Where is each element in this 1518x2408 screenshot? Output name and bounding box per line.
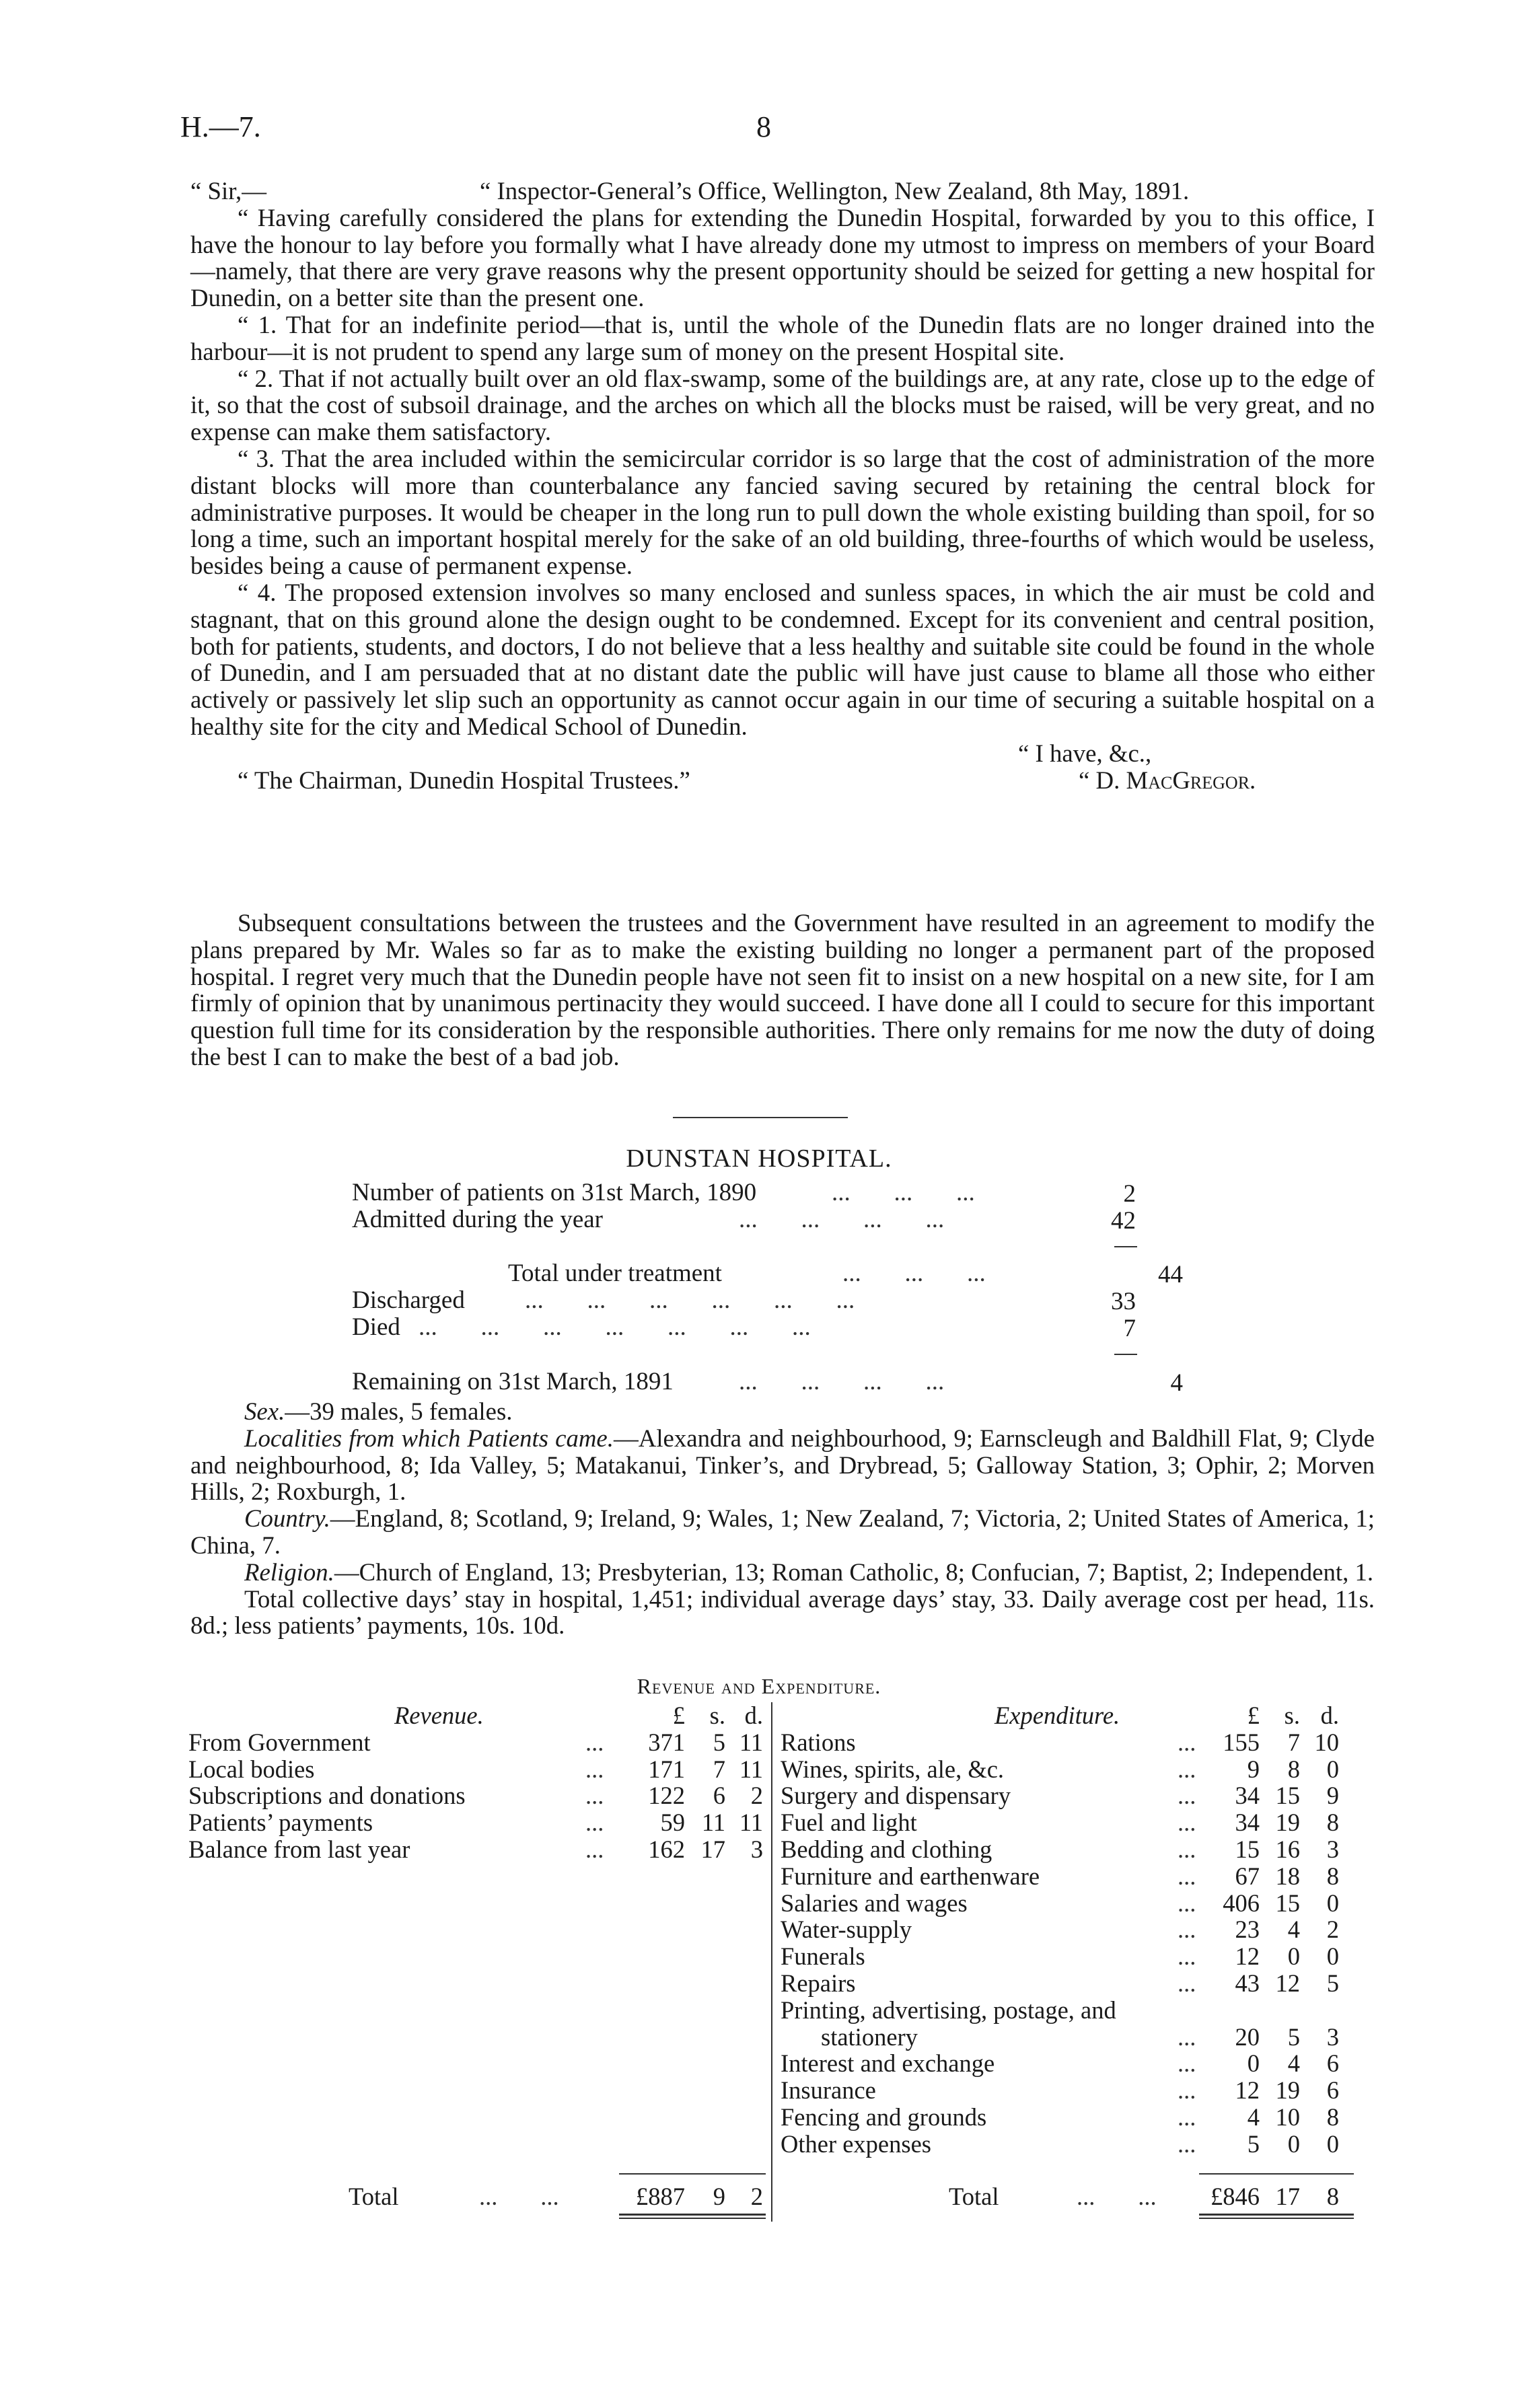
expenditure-header-row — [781, 1702, 1359, 1729]
total-shillings: 9 — [713, 2183, 725, 2210]
expenditure-pounds: 0 — [1247, 2049, 1260, 2078]
expenditure-pence: 5 — [1326, 1969, 1339, 1997]
stat-patients-start-label: Number of patients on 31st March, 1890 — [352, 1179, 757, 1206]
leader-dots: ... — [1178, 2076, 1196, 2105]
revenue-shillings: 5 — [713, 1728, 725, 1756]
leader-dots: ... — [1178, 2022, 1196, 2051]
expenditure-pounds: 67 — [1235, 1862, 1260, 1890]
leader-dots: ... — [1178, 1809, 1196, 1837]
leader-dots: ... ... — [1077, 2183, 1157, 2210]
stat-remaining: 4 — [1170, 1369, 1183, 1397]
leader-dots: ... ... ... — [842, 1260, 986, 1287]
expenditure-shillings: 7 — [1287, 1728, 1300, 1756]
col-pence: d. — [744, 1702, 763, 1729]
note-text: —Alexandra and neighbourhood, 9; Earnscleugh and Baldhill Flat, 9; Clyde and neighbourhood, 8; Ida Valley, 5; Matakanui, Tinker’s, and Drybread, 5; Galloway Station, 3; Ophir, 2; Morven Hills, 2; Roxburgh, 1. — [190, 1424, 1375, 1506]
expenditure-pence: 8 — [1326, 2103, 1339, 2131]
col-shillings: s. — [709, 1702, 725, 1729]
revenue-shillings: 11 — [701, 1809, 725, 1837]
note-label: Religion. — [244, 1558, 334, 1586]
expenditure-pence: 3 — [1326, 1835, 1339, 1863]
closing-phrase: “ I have, &c., — [1018, 739, 1152, 767]
expenditure-label: Funerals — [781, 1942, 865, 1971]
leader-dots: ... ... ... ... — [739, 1368, 945, 1395]
leader-dots: ... — [1178, 1942, 1196, 1971]
expenditure-row — [781, 1890, 1359, 1917]
leader-dots: ... — [1178, 1916, 1196, 1944]
expenditure-row — [781, 1863, 1359, 1890]
expenditure-label: Interest and exchange — [781, 2049, 995, 2078]
revenue-pounds: 171 — [648, 1755, 685, 1783]
note-country — [190, 1505, 1375, 1559]
leader-dots: ... — [585, 1782, 604, 1810]
stat-died: 7 — [1123, 1315, 1136, 1342]
note-sex — [190, 1398, 1375, 1425]
expenditure-shillings: 15 — [1275, 1889, 1300, 1917]
total-shillings: 17 — [1275, 2183, 1300, 2210]
expenditure-row — [781, 1916, 1359, 1943]
leader-dots: ... — [1178, 2049, 1196, 2078]
expenditure-pounds: 12 — [1235, 1942, 1260, 1971]
signature: “ D. MacGregor. — [1079, 766, 1256, 794]
note-localities — [190, 1425, 1375, 1505]
revenue-label: Local bodies — [188, 1755, 315, 1783]
expenditure-heading: Expenditure. — [995, 1702, 1120, 1729]
stat-discharged-label: Discharged — [352, 1286, 465, 1314]
expenditure-shillings: 4 — [1287, 1916, 1300, 1944]
letter-paragraph: “ Having carefully considered the plans for extending the Dunedin Hospital, forwarded by you to this office, I have the honour to lay before you formally what I have already done my utmost to impress on members of your Board—namely, that there are very grave reasons why the present opportunity should be seized for getting a new hospital for Dunedin, on a better site than the present one. — [190, 203, 1375, 312]
revenue-pounds: 122 — [648, 1782, 685, 1810]
revenue-pounds: 59 — [660, 1809, 685, 1837]
revenue-pence: 11 — [739, 1755, 763, 1783]
note-religion — [190, 1559, 1375, 1586]
leader-dots: ... — [1178, 1835, 1196, 1863]
expenditure-shillings: 19 — [1275, 2076, 1300, 2105]
expenditure-pence: 10 — [1314, 1728, 1339, 1756]
col-pounds: £ — [672, 1702, 685, 1729]
revenue-row — [188, 1782, 767, 1809]
leader-dots: ... ... ... ... — [739, 1206, 945, 1233]
section-divider — [673, 1117, 848, 1118]
revenue-total-row — [188, 2183, 767, 2210]
letter-closing — [190, 740, 1375, 794]
expenditure-label: Fencing and grounds — [781, 2103, 987, 2131]
col-pence: d. — [1320, 1702, 1339, 1729]
leader-dots: ... — [585, 1835, 604, 1863]
revenue-shillings: 7 — [713, 1755, 725, 1783]
leader-dots: ... — [585, 1728, 604, 1756]
leader-dots: ... — [1178, 1755, 1196, 1783]
stat-admitted: 42 — [1111, 1207, 1136, 1235]
expenditure-pence: 9 — [1326, 1782, 1339, 1810]
expenditure-label: Water-supply — [781, 1916, 912, 1944]
expenditure-shillings: 0 — [1287, 2129, 1300, 2158]
expenditure-row — [781, 1943, 1359, 1970]
commentary-paragraph — [190, 910, 1375, 1070]
revenue-label: Balance from last year — [188, 1835, 410, 1863]
expenditure-label: Repairs — [781, 1969, 856, 1997]
expenditure-label: Furniture and earthenware — [781, 1862, 1040, 1890]
expenditure-label: Fuel and light — [781, 1809, 917, 1837]
revenue-row — [188, 1836, 767, 1863]
revenue-pence: 3 — [750, 1835, 763, 1863]
revenue-label: From Government — [188, 1728, 371, 1756]
expenditure-shillings: 8 — [1287, 1755, 1300, 1783]
revenue-label: Subscriptions and donations — [188, 1782, 466, 1810]
expenditure-shillings: 12 — [1275, 1969, 1300, 1997]
expenditure-label: Other expenses — [781, 2129, 931, 2158]
total-label: Total — [949, 2183, 999, 2210]
total-pounds: £887 — [636, 2183, 685, 2210]
expenditure-pence: 0 — [1326, 2129, 1339, 2158]
dateline: “ Inspector-General’s Office, Wellington, New Zealand, 8th May, 1891. — [480, 177, 1190, 205]
total-pence: 2 — [750, 2183, 763, 2210]
hospital-notes — [190, 1398, 1375, 1639]
hospital-title: DUNSTAN HOSPITAL. — [626, 1144, 892, 1173]
revenue-header-row — [188, 1702, 767, 1729]
expenditure-row — [781, 2104, 1359, 2131]
accounts-title: Revenue and Expenditure. — [637, 1674, 881, 1698]
double-rule — [619, 2214, 766, 2216]
expenditure-pence: 3 — [1326, 2022, 1339, 2051]
leader-dots: ... ... ... ... ... ... ... — [419, 1313, 811, 1341]
stat-remaining-label: Remaining on 31st March, 1891 — [352, 1368, 674, 1395]
expenditure-row — [781, 1836, 1359, 1863]
sum-rule — [1114, 1246, 1137, 1247]
expenditure-row — [781, 1970, 1359, 1997]
expenditure-row — [781, 2050, 1359, 2077]
leader-dots: ... — [1178, 1782, 1196, 1810]
expenditure-row — [781, 1809, 1359, 1836]
expenditure-shillings: 19 — [1275, 1809, 1300, 1837]
revenue-heading: Revenue. — [394, 1702, 484, 1729]
expenditure-shillings: 18 — [1275, 1862, 1300, 1890]
leader-dots: ... ... ... ... ... ... — [525, 1286, 855, 1314]
expenditure-rows — [781, 1729, 1359, 2158]
note-text: —Church of England, 13; Presbyterian, 13; Roman Catholic, 8; Confucian, 7; Baptist, 2; Independent, 1. — [334, 1558, 1374, 1586]
expenditure-pounds: 12 — [1235, 2076, 1260, 2105]
expenditure-pounds: 9 — [1247, 1755, 1260, 1783]
total-row — [781, 2183, 1359, 2210]
revenue-table — [188, 1702, 767, 1863]
double-rule — [619, 2218, 766, 2219]
leader-dots: ... ... — [479, 2183, 559, 2210]
addressee: “ The Chairman, Dunedin Hospital Trustees.” — [238, 766, 690, 794]
expenditure-label: Insurance — [781, 2076, 876, 2105]
total-rule — [1199, 2173, 1354, 2175]
note-label: Localities from which Patients came. — [244, 1424, 614, 1452]
note-label: Sex. — [244, 1397, 285, 1425]
leader-dots: ... — [585, 1755, 604, 1783]
revenue-pence: 11 — [739, 1728, 763, 1756]
expenditure-pounds: 15 — [1235, 1835, 1260, 1863]
expenditure-shillings: 4 — [1287, 2049, 1300, 2078]
expenditure-label: Rations — [781, 1728, 856, 1756]
revenue-shillings: 6 — [713, 1782, 725, 1810]
expenditure-label: Wines, spirits, ale, &c. — [781, 1755, 1005, 1783]
revenue-row — [188, 1729, 767, 1756]
sum-rule — [1114, 1354, 1137, 1355]
revenue-row — [188, 1756, 767, 1783]
revenue-pence: 11 — [739, 1809, 763, 1837]
expenditure-pence: 0 — [1326, 1889, 1339, 1917]
letter-paragraph: “ 3. That the area included within the semicircular corridor is so large that the cost of administration of the more distant blocks will more than counterbalance any fancied saving secured by retaining the central block for administrative purposes. It would be cheaper in the long run to pull down the whole existing building than spoil, for so long a time, such an important hospital merely for the sake of an old building, three-fourths of which would be useless, besides being a cause of permanent expense. — [190, 444, 1375, 580]
salutation: “ Sir,— — [190, 177, 266, 205]
stat-total: 44 — [1158, 1261, 1183, 1288]
expenditure-pence: 0 — [1326, 1755, 1339, 1783]
revenue-rows — [188, 1729, 767, 1863]
letter-salutation-line — [190, 178, 1375, 205]
letter-paragraph: “ 1. That for an indefinite period—that is, until the whole of the Dunedin flats are no longer drained into the harbour—it is not prudent to spend any large sum of money on the present Hospital site. — [190, 310, 1375, 365]
revenue-pounds: 162 — [648, 1835, 685, 1863]
expenditure-pounds: 23 — [1235, 1916, 1260, 1944]
total-label: Total — [349, 2183, 399, 2210]
expenditure-table — [781, 1702, 1359, 2158]
expenditure-pounds: 155 — [1223, 1728, 1260, 1756]
letter-paragraph: “ 4. The proposed extension involves so many enclosed and sunless spaces, in which the air must be cold and stagnant, that on this ground alone the design ought to be condemned. Except for its convenient and central position, both for patients, students, and doctors, I do not believe that a less healthy and suitable site could be found in the whole of Dunedin, and I am persuaded that at no distant date the public will have just cause to blame all those who either actively or passively let slip such an opportunity as cannot occur again in our time of securing a suitable hospital on a healthy site for the city and Medical School of Dunedin. — [190, 578, 1375, 740]
leader-dots: ... — [1178, 1728, 1196, 1756]
expenditure-label: stationery — [821, 2022, 918, 2051]
leader-dots: ... — [1178, 1862, 1196, 1890]
col-shillings: s. — [1284, 1702, 1300, 1729]
stat-discharged: 33 — [1111, 1288, 1136, 1315]
expenditure-shillings: 0 — [1287, 1942, 1300, 1971]
leader-dots: ... ... ... — [832, 1179, 975, 1206]
expenditure-pence: 2 — [1326, 1916, 1339, 1944]
expenditure-shillings: 16 — [1275, 1835, 1300, 1863]
revenue-pounds: 371 — [648, 1728, 685, 1756]
page-number: 8 — [756, 110, 771, 143]
document-code: H.—7. — [180, 110, 261, 143]
revenue-shillings: 17 — [700, 1835, 725, 1863]
total-pence: 8 — [1326, 2183, 1339, 2210]
letter-paragraph: “ 2. That if not actually built over an old flax-swamp, some of the buildings are, at any rate, close up to the edge of it, so that the cost of subsoil drainage, and the arches on which all the blocks must be raised, will be very great, and no expense can make them satisfactory. — [190, 364, 1375, 446]
double-rule — [1199, 2218, 1354, 2219]
expenditure-row — [781, 2077, 1359, 2104]
expenditure-pounds: 20 — [1235, 2022, 1260, 2051]
expenditure-shillings: 10 — [1275, 2103, 1300, 2131]
expenditure-pence: 8 — [1326, 1862, 1339, 1890]
commentary-text: Subsequent consultations between the trustees and the Government have resulted in an agreement to modify the plans prepared by Mr. Wales so far as to make the existing building no longer a permanent part of the proposed hospital. I regret very much that the Dunedin people have not seen fit to insist on a new hospital on a new site, for I am firmly of opinion that by unanimous pertinacity they would succeed. I have done all I could to secure for this important question full time for its consideration by the responsible authorities. There only remains for me now the duty of doing the best I can to make the best of a bad job. — [190, 909, 1375, 1070]
expenditure-pounds: 34 — [1235, 1782, 1260, 1810]
expenditure-pounds: 34 — [1235, 1809, 1260, 1837]
expenditure-label: Printing, advertising, postage, and — [781, 1996, 1116, 2024]
expenditure-label: Salaries and wages — [781, 1889, 968, 1917]
expenditure-shillings: 5 — [1287, 2022, 1300, 2051]
expenditure-label: Surgery and dispensary — [781, 1782, 1011, 1810]
expenditure-pence: 6 — [1326, 2076, 1339, 2105]
revenue-pence: 2 — [750, 1782, 763, 1810]
leader-dots: ... — [1178, 1889, 1196, 1917]
expenditure-pence: 8 — [1326, 1809, 1339, 1837]
note-text: —England, 8; Scotland, 9; Ireland, 9; Wales, 1; New Zealand, 7; Victoria, 2; United States of America, 1; China, 7. — [190, 1504, 1375, 1559]
stat-patients-start: 2 — [1123, 1180, 1136, 1208]
expenditure-label: Bedding and clothing — [781, 1835, 992, 1863]
expenditure-row — [781, 1782, 1359, 1809]
note-text: —39 males, 5 females. — [285, 1397, 513, 1425]
expenditure-pounds: 406 — [1223, 1889, 1260, 1917]
expenditure-pounds: 5 — [1247, 2129, 1260, 2158]
stat-total-label: Total under treatment — [508, 1260, 722, 1287]
double-rule — [1199, 2214, 1354, 2216]
leader-dots: ... — [1178, 1969, 1196, 1997]
expenditure-total-row — [781, 2183, 1359, 2210]
total-pounds: £846 — [1210, 2183, 1260, 2210]
stat-admitted-label: Admitted during the year — [352, 1206, 603, 1233]
stat-died-label: Died — [352, 1313, 400, 1341]
revenue-label: Patients’ payments — [188, 1809, 373, 1837]
leader-dots: ... — [1178, 2129, 1196, 2158]
expenditure-row — [781, 2024, 1359, 2051]
expenditure-pounds: 43 — [1235, 1969, 1260, 1997]
leader-dots: ... — [1178, 2103, 1196, 2131]
expenditure-row — [781, 1756, 1359, 1783]
col-pounds: £ — [1247, 1702, 1260, 1729]
leader-dots: ... — [585, 1809, 604, 1837]
expenditure-pence: 0 — [1326, 1942, 1339, 1971]
note-label: Country. — [244, 1504, 330, 1533]
total-rule — [619, 2173, 766, 2175]
expenditure-row — [781, 1729, 1359, 1756]
letter-block — [190, 178, 1375, 794]
expenditure-pounds: 4 — [1247, 2103, 1260, 2131]
note-stay: Total collective days’ stay in hospital, 1,451; individual average days’ stay, 33. Daily average cost per head, 11s. 8d.; less patients’ payments, 10s. 10d. — [190, 1584, 1375, 1640]
revenue-row — [188, 1809, 767, 1836]
column-divider — [771, 1702, 772, 2222]
total-row — [188, 2183, 767, 2210]
expenditure-shillings: 15 — [1275, 1782, 1300, 1810]
expenditure-row — [781, 2131, 1359, 2158]
expenditure-pence: 6 — [1326, 2049, 1339, 2078]
expenditure-row — [781, 1997, 1359, 2024]
